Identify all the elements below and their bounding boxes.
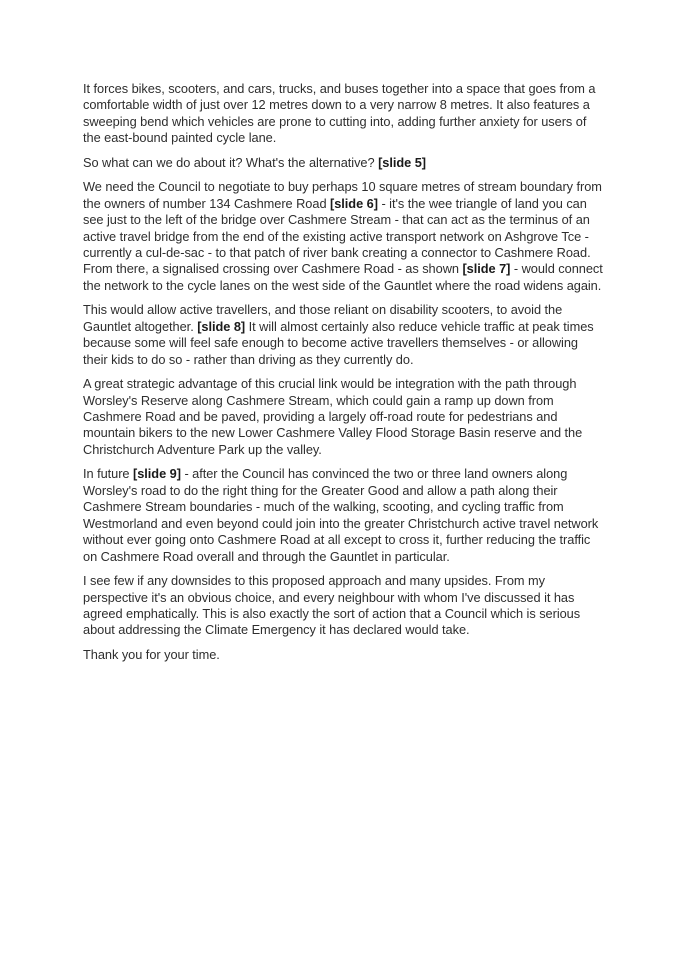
text-segment: A great strategic advantage of this crucial link would be integration with the path through Worsley's Reserve along Cashmere Stream, which could gain a ramp up down from Cashmere Road and be paved, providing a largely off-road route for pedestrians and mountain bikers to the new Lower Cashmere Valley Flood Storage Basin reserve and the Christchurch Adventure Park up the valley. <box>83 376 583 457</box>
paragraph-3 <box>83 179 603 294</box>
text-segment: It will almost certainly also reduce vehicle traffic at peak times because some will feel safe enough to become active travellers themselves - or allowing their kids to do so - rather than driving as they currently do. <box>83 318 594 367</box>
document-body <box>83 81 603 672</box>
text-segment: - after the Council has convinced the two or three land owners along Worsley's road to do the right thing for the Greater Good and allow a path along their Cashmere Stream boundaries - much of the walking, scooting, and cycling traffic from Westmorland and even beyond could join into the greater Christchurch active travel network without ever going onto Cashmere Road at all except to cross it, further reducing the traffic on Cashmere Road overall and through the Gauntlet in particular. <box>83 466 599 564</box>
text-segment: Thank you for your time. <box>83 646 220 662</box>
paragraph-8 <box>83 647 603 663</box>
text-segment: - it's the wee triangle of land you can see just to the left of the bridge over Cashmere Stream - that can act as the terminus of an active travel bridge from the end of the existing active transport network on Ashgrove Tce - currently a cul-de-sac - to that patch of river bank creating a connector to Cashmere Road. From there, a signalised crossing over Cashmere Road - as shown <box>83 195 591 277</box>
text-segment: This would allow active travellers, and those reliant on disability scooters, to avoid the Gauntlet altogether. <box>83 302 563 334</box>
paragraph-6 <box>83 466 603 564</box>
paragraph-2 <box>83 155 603 171</box>
text-segment: - would connect the network to the cycle lanes on the west side of the Gauntlet where the road widens again. <box>83 261 603 293</box>
slide-reference: [slide 5] <box>378 154 426 170</box>
paragraph-5 <box>83 376 603 458</box>
text-segment: So what can we do about it? What's the alternative? <box>83 154 379 170</box>
slide-reference: [slide 6] <box>330 195 378 211</box>
text-segment: It forces bikes, scooters, and cars, trucks, and buses together into a space that goes from a comfortable width of just over 12 metres down to a very narrow 8 metres. It also features a sweeping bend which vehicles are prone to cutting into, adding further anxiety for users of the east-bound painted cycle lane. <box>83 81 596 146</box>
text-segment: In future <box>83 466 134 482</box>
slide-reference: [slide 8] <box>197 318 246 334</box>
text-segment: I see few if any downsides to this proposed approach and many upsides. From my perspective it's an obvious choice, and every neighbour with whom I've discussed it has agreed emphatically. This is also exactly the sort of action that a Council which is serious about addressing the Climate Emergency it has declared would take. <box>83 573 581 638</box>
slide-reference: [slide 7] <box>462 261 511 277</box>
paragraph-1 <box>83 81 603 147</box>
paragraph-7 <box>83 573 603 639</box>
slide-reference: [slide 9] <box>133 466 181 482</box>
paragraph-4 <box>83 302 603 368</box>
text-segment: We need the Council to negotiate to buy perhaps 10 square metres of stream boundary from the owners of number 134 Cashmere Road <box>83 179 602 211</box>
